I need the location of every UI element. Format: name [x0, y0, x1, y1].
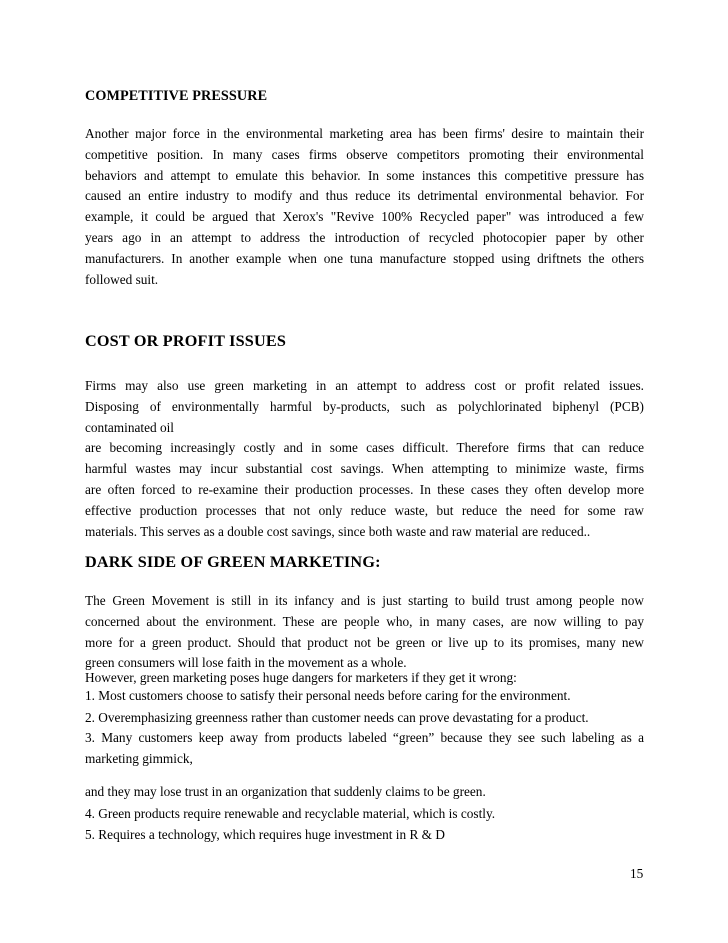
text-line: concerned about the environment. These are people who, in many cases, are now willing to pay [85, 613, 644, 629]
list-item-3-continued: and they may lose trust in an organization that suddenly claims to be green. [85, 784, 486, 799]
section-heading-dark-side: DARK SIDE OF GREEN MARKETING: [85, 553, 381, 571]
section-heading-cost-profit: COST OR PROFIT ISSUES [85, 332, 287, 350]
text-line: 3. Many customers keep away from products labeled “green” because they see such labeling as a [85, 730, 644, 745]
text-line: marketing gimmick, [85, 750, 193, 766]
text-line: materials. This serves as a double cost savings, since both waste and raw material are reduced.. [85, 523, 591, 539]
text-line: The Green Movement is still in its infancy and is just starting to build trust among people now [85, 593, 644, 608]
text-line: followed suit. [85, 271, 159, 287]
text-line: are often forced to re-examine their production processes. In these cases they often develop more [85, 481, 644, 497]
text-line: caused an entire industry to modify and thus reduce its detrimental environmental behavior. For [85, 188, 644, 204]
text-line: years ago in an attempt to address the introduction of recycled photocopier paper by other [85, 229, 644, 245]
list-item-2: 2. Overemphasizing greenness rather than customer needs can prove devastating for a product. [85, 710, 589, 725]
text-line: Another major force in the environmental marketing area has been firms' desire to maintain their [85, 126, 644, 141]
paragraph-dark-side [85, 591, 644, 674]
text-line: Disposing of environmentally harmful by-products, such as polychlorinated biphenyl (PCB) [85, 398, 644, 414]
text-line: more for a green product. Should that product not be green or live up to its promises, many new [85, 634, 644, 650]
paragraph-competitive-pressure [85, 124, 644, 290]
text-line: behaviors and attempt to emulate this behavior. In some instances this competitive pressure has [85, 167, 644, 183]
list-item-3 [85, 728, 644, 770]
page-number: 15 [630, 866, 644, 881]
text-line: effective production processes that not only reduce waste, but reduce the need for some raw [85, 502, 644, 518]
text-line: contaminated oil [85, 419, 174, 435]
paragraph-cost-profit [85, 376, 644, 542]
text-line: competitive position. In many cases firms observe competitors promoting their environmental [85, 146, 644, 162]
list-item-5: 5. Requires a technology, which requires huge investment in R & D [85, 827, 445, 842]
text-line: harmful wastes may incur substantial cost savings. When attempting to minimize waste, firms [85, 461, 644, 477]
however-line: However, green marketing poses huge dangers for marketers if they get it wrong: [85, 670, 517, 685]
text-line: Firms may also use green marketing in an attempt to address cost or profit related issues. [85, 378, 644, 393]
list-item-1: 1. Most customers choose to satisfy their personal needs before caring for the environment. [85, 688, 571, 703]
text-line: example, it could be argued that Xerox's "Revive 100% Recycled paper" was introduced a few [85, 209, 644, 225]
text-line: green consumers will lose faith in the movement as a whole. [85, 655, 407, 671]
text-line: are becoming increasingly costly and in some cases difficult. Therefore firms that can reduce [85, 440, 644, 456]
text-line: manufacturers. In another example when one tuna manufacture stopped using driftnets the others [85, 250, 644, 266]
list-item-4: 4. Green products require renewable and recyclable material, which is costly. [85, 806, 496, 821]
section-heading-competitive-pressure: COMPETITIVE PRESSURE [85, 88, 268, 104]
